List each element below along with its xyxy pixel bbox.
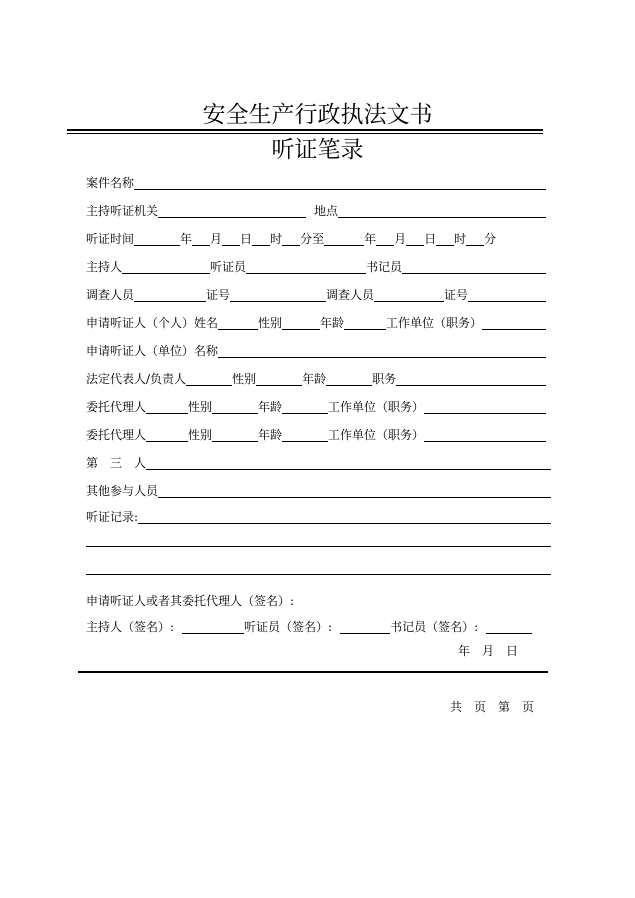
start-month-field[interactable]	[192, 232, 210, 246]
agent2-row	[86, 424, 546, 442]
record-label: 听证记录:	[86, 510, 139, 524]
start-year-field[interactable]	[134, 232, 180, 246]
applicant-unit-label: 申请听证人（单位）名称	[86, 344, 219, 358]
clerk-label: 书记员	[366, 260, 403, 274]
gender-field[interactable]	[282, 316, 320, 330]
host-label: 主持人	[86, 260, 123, 274]
other-participants-field[interactable]	[158, 484, 551, 498]
end-year-field[interactable]	[324, 232, 364, 246]
record-row	[86, 506, 551, 524]
applicant-person-row	[86, 312, 546, 330]
end-minute-label: 分	[484, 232, 497, 246]
end-year-label: 年	[364, 232, 377, 246]
applicant-sign-label: 申请听证人或者其委托代理人（签名）:	[86, 594, 295, 608]
investigator-row	[86, 284, 546, 302]
case-name-row	[86, 172, 546, 190]
applicant-name-field[interactable]	[218, 316, 258, 330]
start-day-label: 日	[240, 232, 253, 246]
agent2-gender-field[interactable]	[212, 428, 258, 442]
agent2-age-field[interactable]	[282, 428, 328, 442]
agent2-label: 委托代理人	[86, 428, 147, 442]
host-org-label: 主持听证机关	[86, 204, 159, 218]
start-minute-field[interactable]	[282, 232, 300, 246]
document-title: 安全生产行政执法文书	[202, 102, 433, 128]
start-hour-field[interactable]	[252, 232, 270, 246]
agent1-label: 委托代理人	[86, 400, 147, 414]
end-day-field[interactable]	[406, 232, 424, 246]
agent1-field[interactable]	[146, 400, 188, 414]
bottom-rule	[78, 671, 548, 673]
agent1-work-unit-field[interactable]	[424, 400, 546, 414]
agent1-row	[86, 396, 546, 414]
applicant-sign-row	[86, 590, 546, 608]
legal-rep-age-field[interactable]	[326, 372, 372, 386]
host-org-field[interactable]	[158, 204, 306, 218]
investigator2-label: 调查人员	[326, 288, 375, 302]
agent1-work-unit-label: 工作单位（职务）	[328, 400, 425, 414]
agent2-age-label: 年龄	[258, 428, 283, 442]
clerk-sign-label: 书记员（签名）:	[390, 620, 479, 634]
hearing-time-label: 听证时间	[86, 232, 135, 246]
case-name-field[interactable]	[134, 176, 546, 190]
end-hour-label: 时	[454, 232, 467, 246]
cert2-field[interactable]	[468, 288, 546, 302]
position-field[interactable]	[396, 372, 546, 386]
applicant-unit-field[interactable]	[218, 344, 546, 358]
start-day-field[interactable]	[222, 232, 240, 246]
investigator-label: 调查人员	[86, 288, 135, 302]
hearer-sign-label: 听证员（签名）:	[244, 620, 333, 634]
investigator2-field[interactable]	[374, 288, 444, 302]
end-month-field[interactable]	[376, 232, 394, 246]
title-rule-thick	[67, 129, 543, 131]
sign-row	[86, 616, 546, 634]
case-name-label: 案件名称	[86, 176, 135, 190]
document-subtitle: 听证笔录	[271, 137, 364, 163]
location-label: 地点	[314, 204, 339, 218]
agent1-age-field[interactable]	[282, 400, 328, 414]
host-row	[86, 256, 546, 274]
legal-rep-age-label: 年龄	[302, 372, 327, 386]
hearing-time-row	[86, 228, 522, 246]
other-participants-label: 其他参与人员	[86, 484, 159, 498]
applicant-unit-row	[86, 340, 546, 358]
hearer-sign-field[interactable]	[340, 620, 390, 634]
start-hour-label: 时	[270, 232, 283, 246]
hearer-field[interactable]	[246, 260, 366, 274]
third-party-field[interactable]	[146, 456, 551, 470]
work-unit-field[interactable]	[482, 316, 546, 330]
legal-rep-field[interactable]	[186, 372, 232, 386]
host-sign-field[interactable]	[182, 620, 244, 634]
investigator1-field[interactable]	[134, 288, 206, 302]
position-label: 职务	[372, 372, 397, 386]
age-label: 年龄	[320, 316, 345, 330]
agent1-age-label: 年龄	[258, 400, 283, 414]
other-participants-row	[86, 480, 551, 498]
hearer-label: 听证员	[210, 260, 247, 274]
agent2-work-unit-field[interactable]	[424, 428, 546, 442]
end-hour-field[interactable]	[436, 232, 454, 246]
legal-rep-gender-field[interactable]	[256, 372, 302, 386]
title-rule-thin	[67, 133, 543, 134]
end-day-label: 日	[424, 232, 437, 246]
start-year-label: 年	[180, 232, 193, 246]
sign-date: 年 月 日	[458, 644, 519, 658]
clerk-sign-field[interactable]	[486, 620, 532, 634]
agent1-gender-field[interactable]	[212, 400, 258, 414]
cert1-field[interactable]	[230, 288, 326, 302]
work-unit-label: 工作单位（职务）	[386, 316, 483, 330]
page-info: 共 页 第 页	[450, 700, 535, 714]
end-month-label: 月	[394, 232, 407, 246]
third-party-row	[86, 452, 551, 470]
host-sign-label: 主持人（签名）:	[86, 620, 175, 634]
agent2-gender-label: 性别	[188, 428, 213, 442]
legal-rep-gender-label: 性别	[232, 372, 257, 386]
host-field[interactable]	[122, 260, 210, 274]
gender-label: 性别	[258, 316, 283, 330]
agent2-field[interactable]	[146, 428, 188, 442]
legal-rep-row	[86, 368, 546, 386]
agent1-gender-label: 性别	[188, 400, 213, 414]
record-field[interactable]	[138, 510, 551, 524]
start-month-label: 月	[210, 232, 223, 246]
clerk-field[interactable]	[402, 260, 546, 274]
legal-rep-label: 法定代表人/负责人	[86, 372, 187, 386]
cert2-label: 证号	[444, 288, 469, 302]
age-field[interactable]	[344, 316, 386, 330]
agent2-work-unit-label: 工作单位（职务）	[328, 428, 425, 442]
host-org-row	[86, 200, 546, 218]
applicant-person-label: 申请听证人（个人）姓名	[86, 316, 219, 330]
record-line-3[interactable]	[86, 574, 551, 575]
record-line-2[interactable]	[86, 546, 551, 547]
minute-to-label: 分至	[300, 232, 325, 246]
cert1-label: 证号	[206, 288, 231, 302]
end-minute-field[interactable]	[466, 232, 484, 246]
third-party-label: 第 三 人	[86, 456, 147, 470]
location-field[interactable]	[338, 204, 546, 218]
